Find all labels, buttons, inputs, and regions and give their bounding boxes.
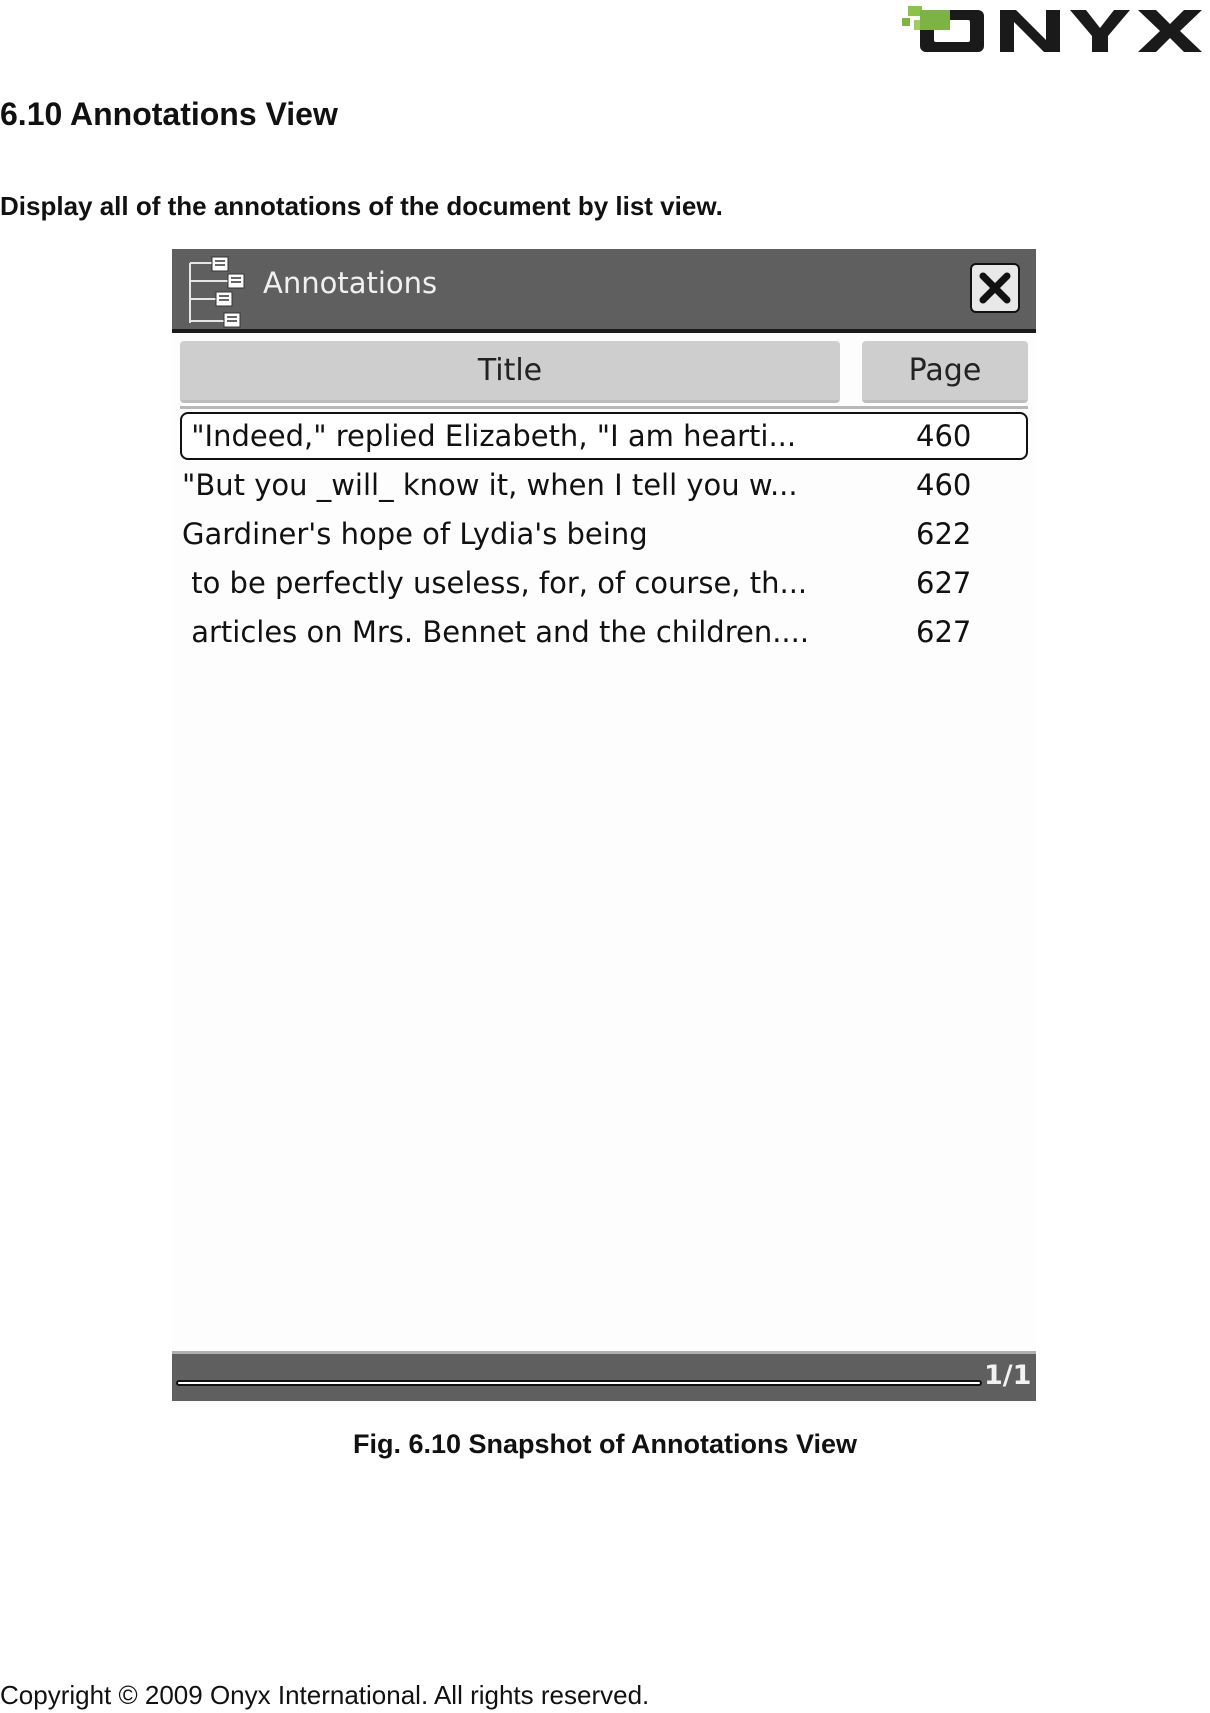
section-heading: 6.10 Annotations View (0, 96, 338, 132)
annotation-row[interactable] (180, 559, 1028, 607)
close-icon (972, 265, 1018, 311)
title-column-header[interactable]: Title (180, 341, 840, 403)
annotation-page: 627 (916, 615, 972, 649)
page-column-header[interactable]: Page (862, 341, 1028, 403)
annotations-screenshot (172, 249, 1036, 1403)
annotation-page: 622 (916, 517, 972, 551)
page-progress-bar[interactable] (176, 1380, 982, 1386)
window-title: Annotations (263, 266, 438, 300)
page-indicator: 1/1 (984, 1360, 1032, 1391)
status-bar (172, 1351, 1036, 1401)
close-button[interactable] (970, 263, 1020, 313)
annotation-title: "Indeed," replied Elizabeth, "I am hearti... (182, 419, 797, 453)
header-divider (180, 406, 1028, 409)
annotation-page: 460 (916, 468, 972, 502)
annotation-row-selected[interactable] (180, 412, 1028, 460)
tree-list-icon (186, 255, 252, 329)
annotation-page: 627 (916, 566, 972, 600)
annotation-title: to be perfectly useless, for, of course, th... (182, 566, 808, 600)
annotation-title: articles on Mrs. Bennet and the children.... (182, 615, 810, 649)
annotation-row[interactable] (180, 608, 1028, 656)
annotation-row[interactable] (180, 461, 1028, 509)
figure-caption: Fig. 6.10 Snapshot of Annotations View (352, 1429, 858, 1459)
copyright-notice: Copyright © 2009 Onyx International. All rights reserved. (0, 1680, 650, 1710)
title-bar (172, 249, 1036, 333)
onyx-logo (900, 4, 1206, 56)
annotation-row[interactable] (180, 510, 1028, 558)
annotation-page: 460 (916, 419, 972, 453)
intro-text: Display all of the annotations of the document by list view. (0, 191, 723, 221)
annotation-title: Gardiner's hope of Lydia's being (182, 517, 648, 551)
annotation-title: "But you _will_ know it, when I tell you w... (182, 468, 798, 502)
